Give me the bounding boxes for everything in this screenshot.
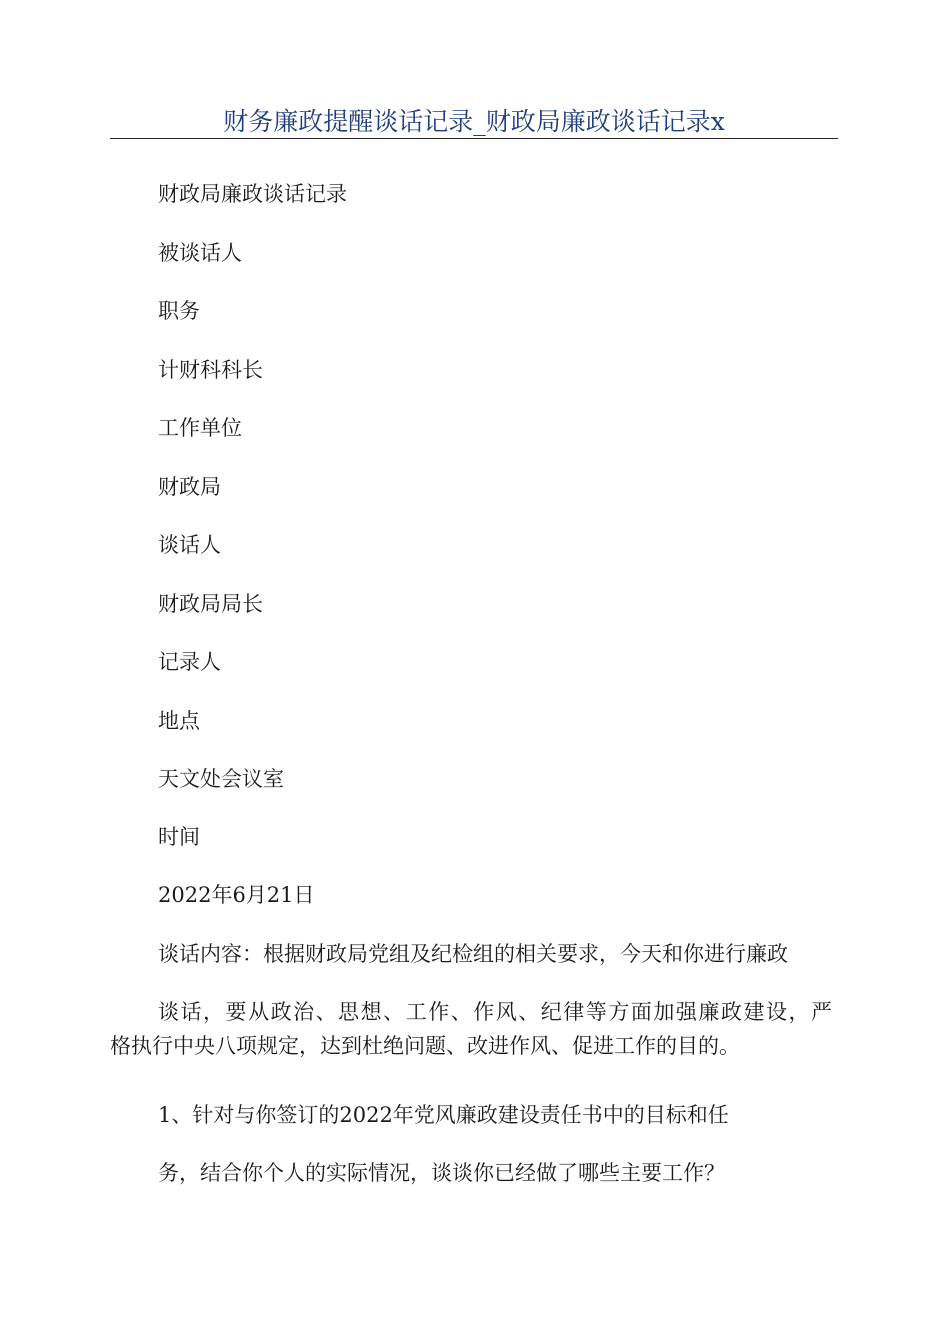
paragraph-line: 谈话内容：根据财政局党组及纪检组的相关要求，今天和你进行廉政 (158, 942, 788, 966)
time-label: 时间 (158, 825, 200, 849)
work-unit-label: 工作单位 (158, 416, 242, 440)
position-value: 计财科科长 (158, 358, 263, 382)
paragraph-line: 谈话，要从政治、思想、工作、作风、纪律等方面加强廉政建设，严 (158, 1000, 832, 1024)
paragraph-line: 格执行中央八项规定，达到杜绝问题、改进作风、促进工作的目的。 (110, 1034, 740, 1058)
conversation-content-paragraph (110, 940, 832, 1060)
interviewer-value: 财政局局长 (158, 592, 263, 616)
recorder-label: 记录人 (158, 650, 221, 674)
paragraph-line: 1、针对与你签订的2022年党风廉政建设责任书中的目标和任 (158, 1103, 729, 1127)
position-label: 职务 (158, 299, 200, 323)
interviewer-label: 谈话人 (158, 533, 221, 557)
work-unit-value: 财政局 (158, 475, 221, 499)
paragraph-line: 务，结合你个人的实际情况，谈谈你已经做了哪些主要工作？ (158, 1161, 725, 1185)
time-value: 2022年6月21日 (158, 883, 315, 907)
record-heading: 财政局廉政谈话记录 (158, 182, 347, 206)
location-label: 地点 (158, 709, 200, 733)
document-title: 财务廉政提醒谈话记录_财政局廉政谈话记录x (110, 106, 838, 139)
location-value: 天文处会议室 (158, 767, 284, 791)
question-paragraph (110, 1101, 832, 1187)
interviewee-label: 被谈话人 (158, 241, 242, 265)
